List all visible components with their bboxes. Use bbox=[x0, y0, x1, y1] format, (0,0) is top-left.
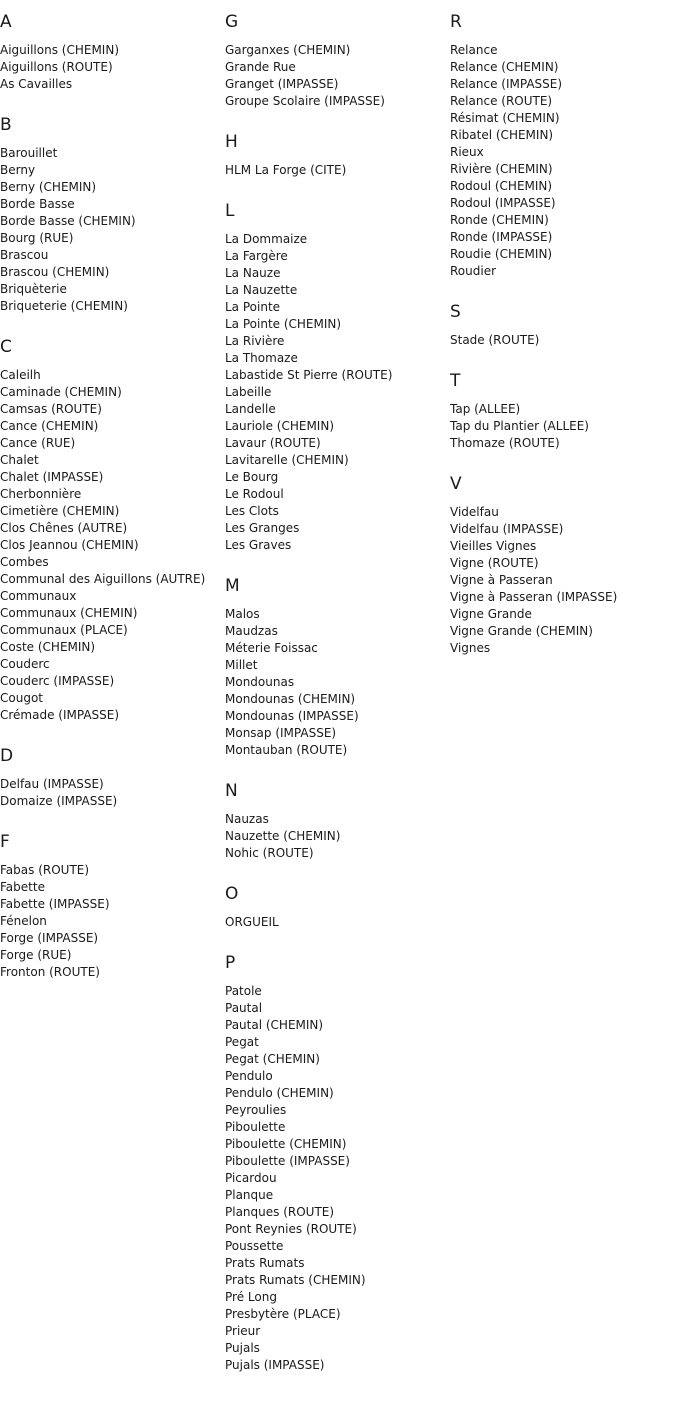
street-link[interactable]: Poussette bbox=[225, 1239, 284, 1253]
street-list bbox=[450, 504, 675, 657]
street-list bbox=[225, 811, 450, 862]
street-link[interactable]: Thomaze (ROUTE) bbox=[450, 436, 560, 450]
street-link[interactable]: Communaux bbox=[0, 589, 77, 603]
street-link[interactable]: Roudier bbox=[450, 264, 497, 278]
street-link[interactable]: Cherbonnière bbox=[0, 487, 82, 501]
street-link[interactable]: Roudie (CHEMIN) bbox=[450, 247, 553, 261]
street-link[interactable]: Berny bbox=[0, 163, 36, 177]
street-link[interactable]: Communal des Aiguillons (AUTRE) bbox=[0, 572, 206, 586]
street-link[interactable]: Planque bbox=[225, 1188, 274, 1202]
street-link[interactable]: Nauzas bbox=[225, 812, 269, 826]
street-link[interactable]: Rivière (CHEMIN) bbox=[450, 162, 553, 176]
street-link[interactable]: Pont Reynies (ROUTE) bbox=[225, 1222, 357, 1236]
street-link[interactable]: Relance (ROUTE) bbox=[450, 94, 553, 108]
street-link[interactable]: La Fargère bbox=[225, 249, 288, 263]
street-link[interactable]: Piboulette bbox=[225, 1120, 286, 1134]
street-link[interactable]: Pendulo (CHEMIN) bbox=[225, 1086, 334, 1100]
street-link[interactable]: La Nauzette bbox=[225, 283, 298, 297]
street-link[interactable]: Brascou (CHEMIN) bbox=[0, 265, 110, 279]
street-list bbox=[225, 42, 450, 110]
letter-heading: G bbox=[225, 12, 239, 32]
street-link[interactable]: Fabette bbox=[0, 880, 45, 894]
street-link[interactable]: Lavaur (ROUTE) bbox=[225, 436, 321, 450]
street-link[interactable]: Ribatel (CHEMIN) bbox=[450, 128, 554, 142]
letter-heading: M bbox=[225, 576, 240, 596]
letter-group bbox=[0, 12, 225, 93]
letter-heading: N bbox=[225, 781, 238, 801]
street-link[interactable]: Chalet (IMPASSE) bbox=[0, 470, 104, 484]
letter-heading: V bbox=[450, 474, 462, 494]
street-link[interactable]: Bourg (RUE) bbox=[0, 231, 74, 245]
street-link[interactable]: Résimat (CHEMIN) bbox=[450, 111, 560, 125]
street-link[interactable]: Lauriole (CHEMIN) bbox=[225, 419, 335, 433]
street-link[interactable]: Piboulette (CHEMIN) bbox=[225, 1137, 347, 1151]
street-link[interactable]: La Nauze bbox=[225, 266, 281, 280]
street-link[interactable]: Chalet bbox=[0, 453, 39, 467]
street-list bbox=[450, 42, 675, 280]
letter-heading: B bbox=[0, 115, 12, 135]
letter-group bbox=[225, 953, 450, 1374]
street-link[interactable]: As Cavailles bbox=[0, 77, 73, 91]
street-link[interactable]: Pendulo bbox=[225, 1069, 273, 1083]
street-link[interactable]: Cance (CHEMIN) bbox=[0, 419, 99, 433]
street-list bbox=[0, 862, 225, 981]
street-link[interactable]: Vigne Grande (CHEMIN) bbox=[450, 624, 593, 638]
street-list bbox=[0, 42, 225, 93]
column-3 bbox=[450, 0, 675, 679]
street-link[interactable]: Lavitarelle (CHEMIN) bbox=[225, 453, 349, 467]
street-link[interactable]: Tap du Plantier (ALLEE) bbox=[450, 419, 589, 433]
street-link[interactable]: Montauban (ROUTE) bbox=[225, 743, 348, 757]
street-list bbox=[0, 776, 225, 810]
street-link[interactable]: Labeille bbox=[225, 385, 272, 399]
street-link[interactable]: Briquèterie bbox=[0, 282, 67, 296]
letter-group bbox=[225, 201, 450, 554]
street-link[interactable]: La Rivière bbox=[225, 334, 285, 348]
street-link[interactable]: Vigne à Passeran (IMPASSE) bbox=[450, 590, 618, 604]
street-link[interactable]: Berny (CHEMIN) bbox=[0, 180, 97, 194]
street-link[interactable]: Fronton (ROUTE) bbox=[0, 965, 100, 979]
street-link[interactable]: Millet bbox=[225, 658, 258, 672]
street-link[interactable]: Groupe Scolaire (IMPASSE) bbox=[225, 94, 385, 108]
letter-group bbox=[450, 302, 675, 349]
street-link[interactable]: Méterie Foissac bbox=[225, 641, 318, 655]
column-2 bbox=[225, 0, 450, 1396]
street-link[interactable]: Caminade (CHEMIN) bbox=[0, 385, 122, 399]
street-link[interactable]: Vigne Grande bbox=[450, 607, 532, 621]
street-link[interactable]: Labastide St Pierre (ROUTE) bbox=[225, 368, 393, 382]
street-link[interactable]: Clos Chênes (AUTRE) bbox=[0, 521, 128, 535]
street-link[interactable]: Relance (IMPASSE) bbox=[450, 77, 563, 91]
street-link[interactable]: ORGUEIL bbox=[225, 915, 279, 929]
letter-heading: C bbox=[0, 337, 12, 357]
street-link[interactable]: Barouillet bbox=[0, 146, 58, 160]
letter-heading: T bbox=[450, 371, 461, 391]
street-link[interactable]: Ronde (CHEMIN) bbox=[450, 213, 549, 227]
street-link[interactable]: Pujals (IMPASSE) bbox=[225, 1358, 325, 1372]
street-link[interactable]: Rodoul (CHEMIN) bbox=[450, 179, 553, 193]
street-link[interactable]: Monsap (IMPASSE) bbox=[225, 726, 337, 740]
letter-heading: R bbox=[450, 12, 462, 32]
street-link[interactable]: Presbytère (PLACE) bbox=[225, 1307, 341, 1321]
street-link[interactable]: Nohic (ROUTE) bbox=[225, 846, 314, 860]
street-link[interactable]: Granget (IMPASSE) bbox=[225, 77, 339, 91]
street-link[interactable]: Les Granges bbox=[225, 521, 300, 535]
street-link[interactable]: Aiguillons (CHEMIN) bbox=[0, 43, 119, 57]
street-link[interactable]: Vieilles Vignes bbox=[450, 539, 537, 553]
street-link[interactable]: Prieur bbox=[225, 1324, 261, 1338]
street-link[interactable]: Camsas (ROUTE) bbox=[0, 402, 102, 416]
letter-heading: D bbox=[0, 746, 14, 766]
street-link[interactable]: Mondounas bbox=[225, 675, 295, 689]
street-link[interactable]: Piboulette (IMPASSE) bbox=[225, 1154, 350, 1168]
letter-group bbox=[0, 832, 225, 981]
street-list bbox=[450, 332, 675, 349]
street-link[interactable]: Le Bourg bbox=[225, 470, 279, 484]
street-link[interactable]: Rieux bbox=[450, 145, 484, 159]
street-list bbox=[0, 367, 225, 724]
street-link[interactable]: Pautal bbox=[225, 1001, 263, 1015]
street-link[interactable]: Tap (ALLEE) bbox=[450, 402, 521, 416]
street-link[interactable]: Planques (ROUTE) bbox=[225, 1205, 335, 1219]
letter-heading: S bbox=[450, 302, 461, 322]
street-link[interactable]: Pujals bbox=[225, 1341, 260, 1355]
letter-group bbox=[0, 746, 225, 810]
street-link[interactable]: Borde Basse (CHEMIN) bbox=[0, 214, 136, 228]
street-link[interactable]: Videlfau bbox=[450, 505, 499, 519]
street-link[interactable]: Fénelon bbox=[0, 914, 47, 928]
street-link[interactable]: Rodoul (IMPASSE) bbox=[450, 196, 556, 210]
street-link[interactable]: Borde Basse bbox=[0, 197, 75, 211]
letter-group bbox=[0, 337, 225, 724]
street-link[interactable]: Couderc (IMPASSE) bbox=[0, 674, 115, 688]
street-link[interactable]: Ronde (IMPASSE) bbox=[450, 230, 553, 244]
street-link[interactable]: Garganxes (CHEMIN) bbox=[225, 43, 351, 57]
column-1 bbox=[0, 0, 225, 1003]
street-link[interactable]: Patole bbox=[225, 984, 262, 998]
street-link[interactable]: La Thomaze bbox=[225, 351, 298, 365]
street-link[interactable]: Caleilh bbox=[0, 368, 41, 382]
street-link[interactable]: Pegat (CHEMIN) bbox=[225, 1052, 320, 1066]
street-link[interactable]: Domaize (IMPASSE) bbox=[0, 794, 118, 808]
letter-heading: L bbox=[225, 201, 235, 221]
letter-heading: F bbox=[0, 832, 10, 852]
street-link[interactable]: Vignes bbox=[450, 641, 491, 655]
letter-group bbox=[225, 781, 450, 862]
street-list bbox=[225, 231, 450, 554]
street-link[interactable]: Nauzette (CHEMIN) bbox=[225, 829, 341, 843]
street-list bbox=[225, 162, 450, 179]
street-link[interactable]: HLM La Forge (CITE) bbox=[225, 163, 347, 177]
letter-group bbox=[225, 132, 450, 179]
street-link[interactable]: La Pointe bbox=[225, 300, 281, 314]
street-link[interactable]: Aiguillons (ROUTE) bbox=[0, 60, 113, 74]
street-link[interactable]: Vigne à Passeran bbox=[450, 573, 553, 587]
letter-group bbox=[225, 576, 450, 759]
street-link[interactable]: Videlfau (IMPASSE) bbox=[450, 522, 564, 536]
street-link[interactable]: La Dommaize bbox=[225, 232, 308, 246]
street-link[interactable]: Pré Long bbox=[225, 1290, 277, 1304]
street-link[interactable]: Vigne (ROUTE) bbox=[450, 556, 539, 570]
letter-heading: O bbox=[225, 884, 239, 904]
street-link[interactable]: Communaux (PLACE) bbox=[0, 623, 128, 637]
letter-heading: H bbox=[225, 132, 238, 152]
street-link[interactable]: Les Clots bbox=[225, 504, 279, 518]
street-link[interactable]: Pegat bbox=[225, 1035, 259, 1049]
street-link[interactable]: Picardou bbox=[225, 1171, 277, 1185]
street-link[interactable]: La Pointe (CHEMIN) bbox=[225, 317, 342, 331]
street-link[interactable]: Clos Jeannou (CHEMIN) bbox=[0, 538, 139, 552]
street-link[interactable]: Communaux (CHEMIN) bbox=[0, 606, 138, 620]
street-link[interactable]: Cance (RUE) bbox=[0, 436, 76, 450]
street-link[interactable]: Cimetière (CHEMIN) bbox=[0, 504, 120, 518]
letter-heading: P bbox=[225, 953, 236, 973]
street-link[interactable]: Delfau (IMPASSE) bbox=[0, 777, 104, 791]
street-link[interactable]: Peyroulies bbox=[225, 1103, 287, 1117]
street-link[interactable]: Maudzas bbox=[225, 624, 278, 638]
street-link[interactable]: Crémade (IMPASSE) bbox=[0, 708, 120, 722]
letter-group bbox=[225, 12, 450, 110]
street-link[interactable]: Mondounas (CHEMIN) bbox=[225, 692, 356, 706]
street-link[interactable]: Le Rodoul bbox=[225, 487, 284, 501]
street-link[interactable]: Cougot bbox=[0, 691, 43, 705]
street-link[interactable]: Relance bbox=[450, 43, 498, 57]
street-link[interactable]: Couderc bbox=[0, 657, 50, 671]
street-link[interactable]: Prats Rumats bbox=[225, 1256, 305, 1270]
street-link[interactable]: Pautal (CHEMIN) bbox=[225, 1018, 324, 1032]
letter-group bbox=[0, 115, 225, 315]
street-link[interactable]: Grande Rue bbox=[225, 60, 296, 74]
street-list bbox=[225, 606, 450, 759]
street-link[interactable]: Prats Rumats (CHEMIN) bbox=[225, 1273, 366, 1287]
street-list bbox=[450, 401, 675, 452]
street-link[interactable]: Les Graves bbox=[225, 538, 292, 552]
street-link[interactable]: Fabas (ROUTE) bbox=[0, 863, 90, 877]
street-list bbox=[0, 145, 225, 315]
street-link[interactable]: Forge (RUE) bbox=[0, 948, 72, 962]
street-link[interactable]: Brascou bbox=[0, 248, 49, 262]
letter-group bbox=[450, 12, 675, 280]
street-link[interactable]: Coste (CHEMIN) bbox=[0, 640, 96, 654]
street-link[interactable]: Briqueterie (CHEMIN) bbox=[0, 299, 128, 313]
letter-group bbox=[225, 884, 450, 931]
street-list bbox=[225, 914, 450, 931]
street-link[interactable]: Malos bbox=[225, 607, 260, 621]
letter-heading: A bbox=[0, 12, 12, 32]
street-link[interactable]: Fabette (IMPASSE) bbox=[0, 897, 110, 911]
street-link[interactable]: Mondounas (IMPASSE) bbox=[225, 709, 359, 723]
street-list bbox=[225, 983, 450, 1374]
street-link[interactable]: Landelle bbox=[225, 402, 276, 416]
street-link[interactable]: Relance (CHEMIN) bbox=[450, 60, 559, 74]
street-link[interactable]: Stade (ROUTE) bbox=[450, 333, 540, 347]
street-link[interactable]: Combes bbox=[0, 555, 49, 569]
letter-group bbox=[450, 371, 675, 452]
letter-group bbox=[450, 474, 675, 657]
street-link[interactable]: Forge (IMPASSE) bbox=[0, 931, 99, 945]
